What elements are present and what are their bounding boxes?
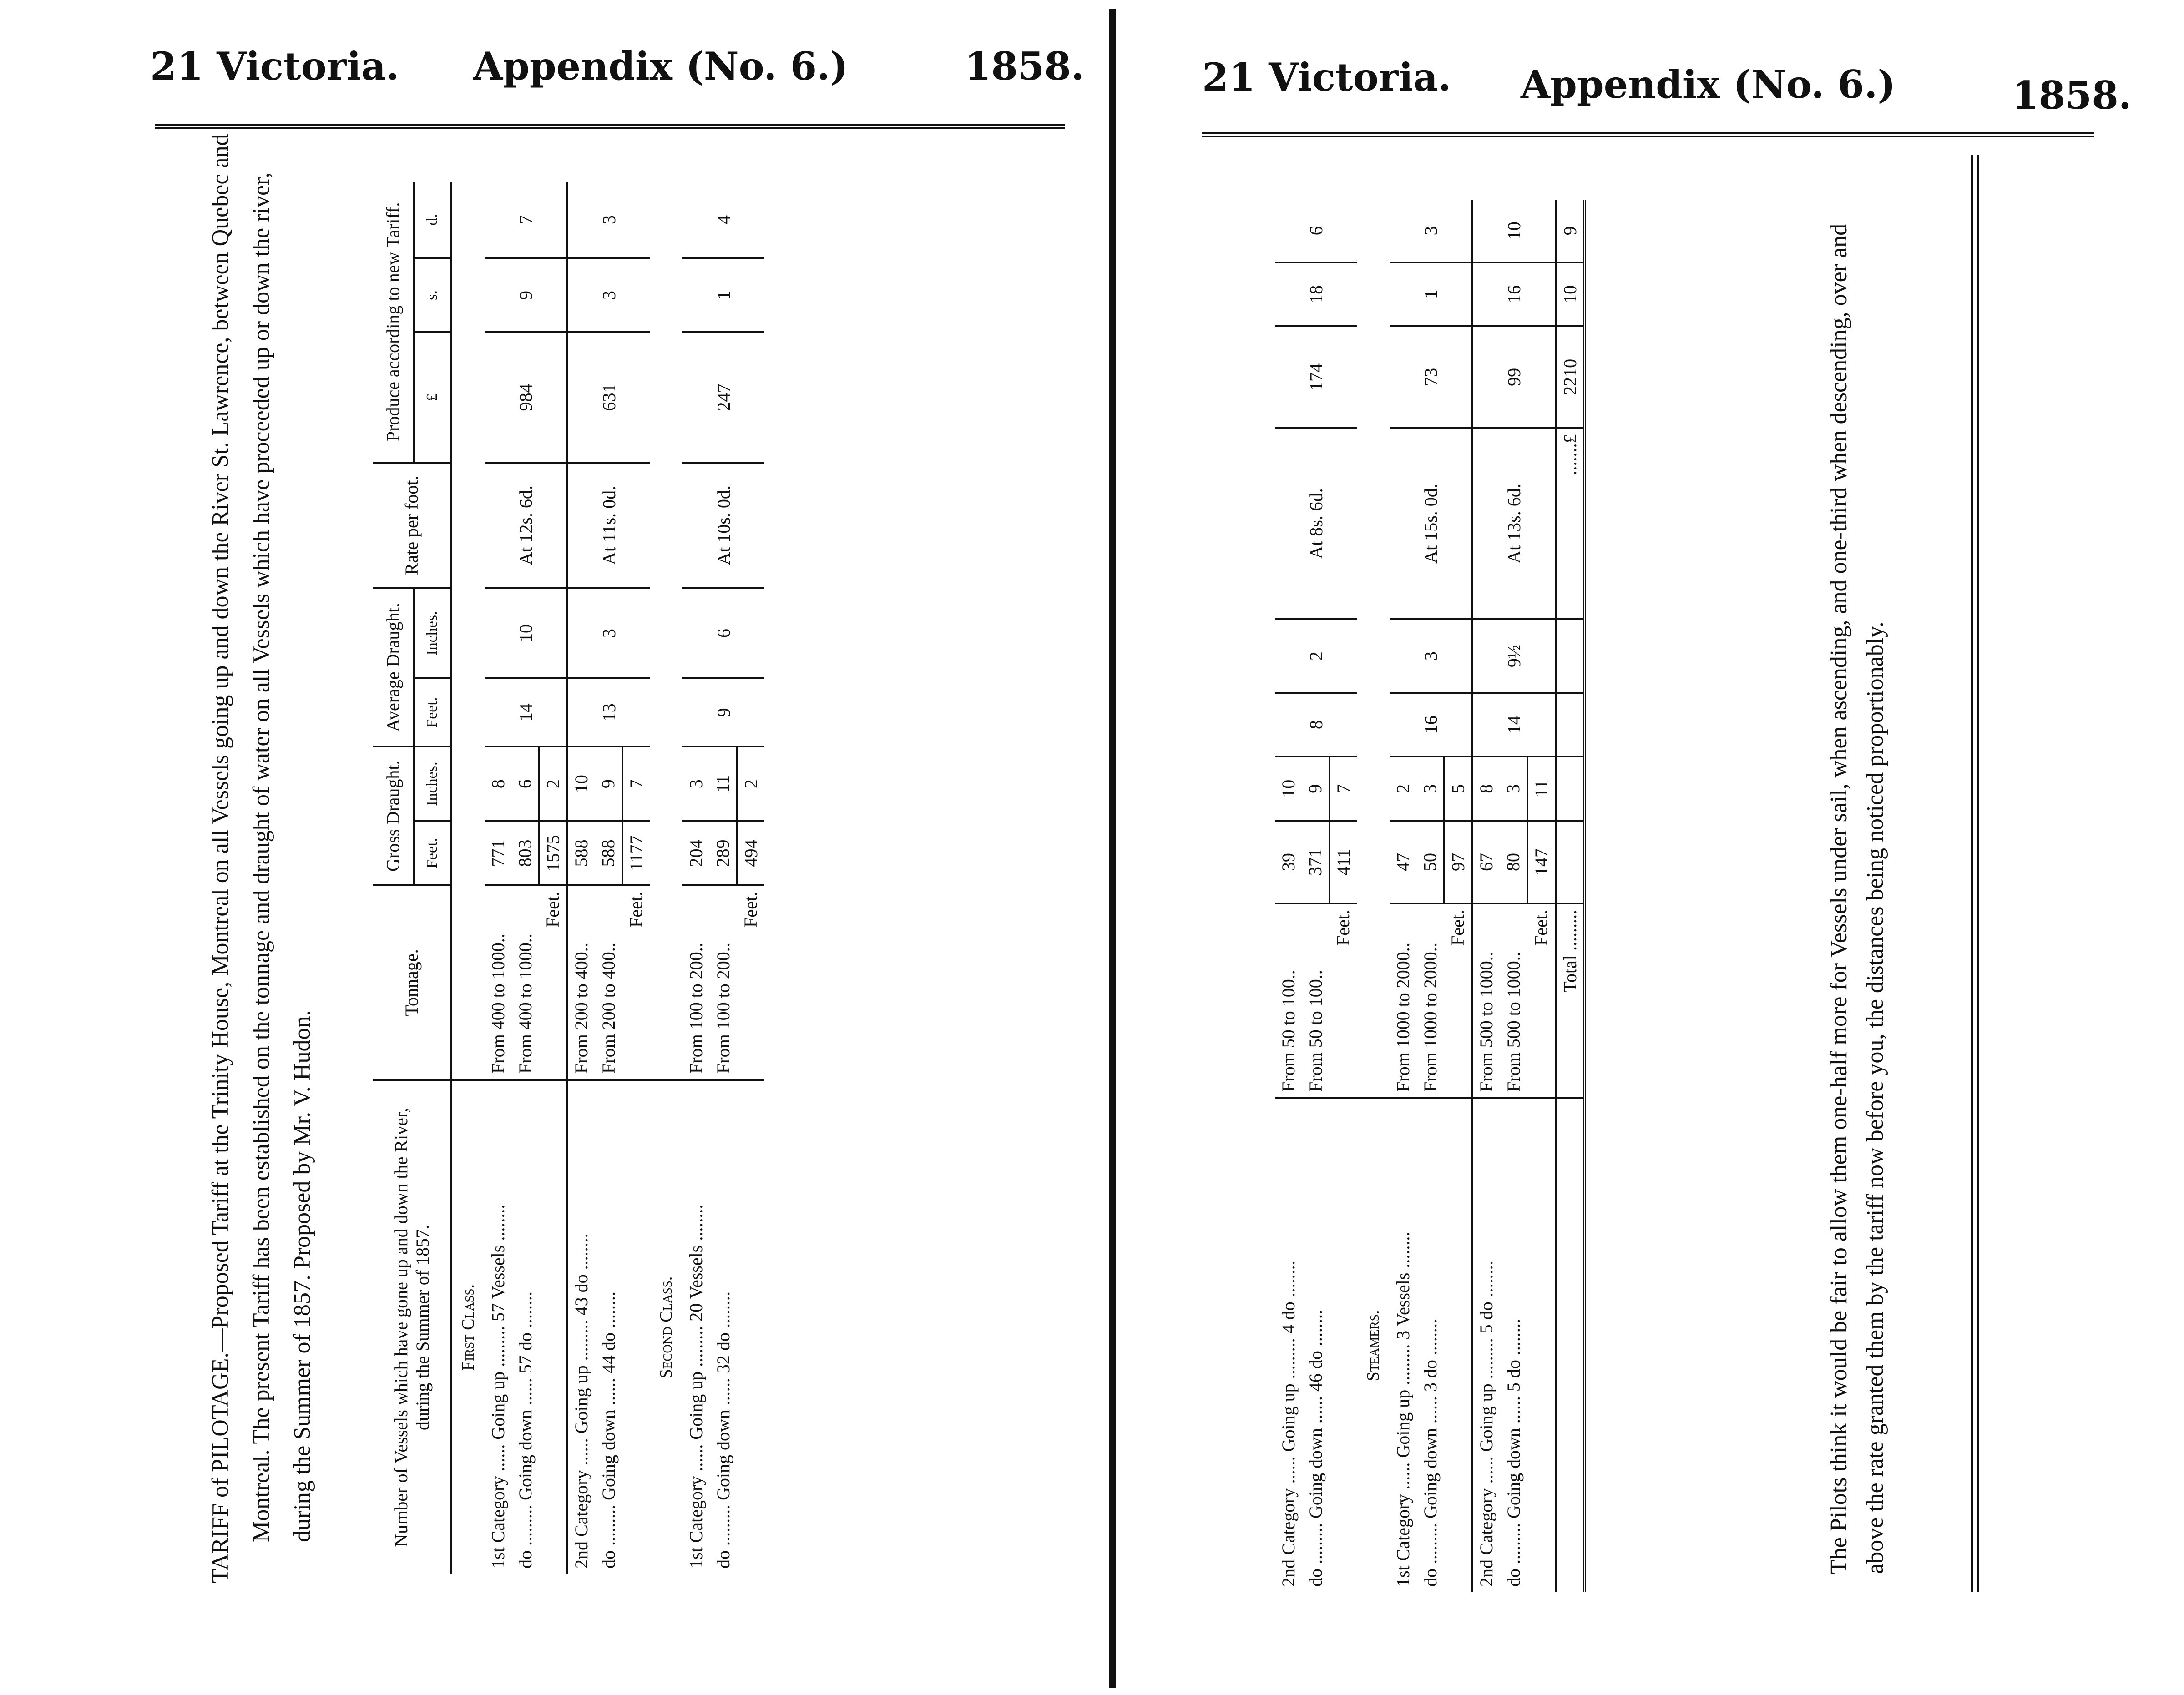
- table-row: 1st Category ...... Going up ......... 3 Vessels ........ From 1000 to 2000.. 47 2 16 3 At 15s. 0d. 73 1 3: [1390, 200, 1416, 1592]
- margin-rule: [1977, 155, 1979, 1592]
- right-page: [1120, 0, 2184, 1695]
- total-pounds: 2210: [1556, 326, 1585, 428]
- col-tonnage: Tonnage.: [373, 885, 451, 1080]
- header-year: 1858.: [2012, 73, 2132, 118]
- total-shillings: 10: [1556, 262, 1585, 327]
- pilotage-table-left: [373, 182, 764, 1574]
- pilotage-table-right: [1275, 200, 1586, 1592]
- margin-rule: [1971, 155, 1973, 1592]
- col-avg-inches: Inches.: [414, 588, 451, 678]
- header-rule: [1202, 132, 2094, 137]
- table-row: do ......... Going down ...... 3 do ........ From 1000 to 2000.. 50 3: [1416, 200, 1444, 1592]
- table-row: do ......... Going down ...... 32 do ........ From 100 to 200.. 289 11: [709, 182, 737, 1574]
- header-appendix: Appendix (No. 6.): [473, 44, 849, 89]
- tariff-title: TARIFF of PILOTAGE.—Proposed Tariff at the Trinity House, Montreal on all Vessels going up and down the River St. Lawrence, between Quebec and Montreal. The present Tariff has been established on the tonnage and draught of water on all Vessels which have proceeded up or down the river, during the Summer of 1857. Proposed by Mr. V. Hudon.: [207, 134, 315, 1583]
- header-rule: [155, 124, 1065, 129]
- total-label: Total: [1560, 955, 1580, 993]
- col-pence: d.: [414, 182, 451, 258]
- subtotal-row: Feet. 411 7: [1330, 200, 1357, 1592]
- col-pounds: £: [414, 332, 451, 463]
- col-gross-feet: Feet.: [414, 821, 451, 885]
- header-appendix: Appendix (No. 6.): [1521, 62, 1896, 107]
- col-shillings: s.: [414, 258, 451, 332]
- col-rate: Rate per foot.: [373, 463, 451, 588]
- right-table-block: [1275, 200, 1586, 1592]
- tariff-title-block: [200, 132, 323, 1583]
- col-gross-inches: Inches.: [414, 747, 451, 821]
- table-row: 1st Category ...... Going up ......... 57 Vessels ........ From 400 to 1000.. 771 8 14 10 At 12s. 6d. 984 9 7: [485, 182, 511, 1574]
- subtotal-row: Feet. 1575 2: [539, 182, 567, 1574]
- header-session: 21 Victoria.: [150, 44, 399, 89]
- subtotal-row: Feet. 97 5: [1444, 200, 1472, 1592]
- table-row: 2nd Category ...... Going up ......... 5 do ........ From 500 to 1000.. 67 8 14 9½ At 13s. 6d. 99 16 10: [1472, 200, 1500, 1592]
- table-row: do ......... Going down ...... 57 do ........ From 400 to 1000.. 803 6: [511, 182, 539, 1574]
- left-table-block: [373, 182, 764, 1574]
- table-row: 2nd Category ...... Going up ......... 4 do ........ From 50 to 100.. 39 10 8 2 At 8s. 6d. 174 18 6: [1275, 200, 1302, 1592]
- table-row: do ......... Going down ...... 5 do ........ From 500 to 1000.. 80 3: [1500, 200, 1527, 1592]
- header-session: 21 Victoria.: [1202, 55, 1451, 100]
- col-gross: Gross Draught.: [373, 747, 414, 885]
- col-average: Average Draught.: [373, 588, 414, 747]
- table-row: do ......... Going down ...... 44 do ........ From 200 to 400.. 588 9: [595, 182, 622, 1574]
- class-heading-second: Second Class.: [657, 1276, 676, 1379]
- book-spine: [1109, 9, 1116, 1688]
- header-year: 1858.: [965, 44, 1085, 89]
- class-heading-first: First Class.: [459, 1284, 478, 1371]
- class-heading-steamers: Steamers.: [1364, 1310, 1383, 1382]
- col-vessels: Number of Vessels which have gone up and down the River, during the Summer of 1857.: [373, 1080, 451, 1574]
- col-avg-feet: Feet.: [414, 678, 451, 747]
- subtotal-row: Feet. 494 2: [737, 182, 765, 1574]
- total-pence: 9: [1556, 200, 1585, 262]
- table-row: 1st Category ...... Going up ......... 20 Vessels ........ From 100 to 200.. 204 3 9 6 At 10s. 0d. 247 1 4: [682, 182, 709, 1574]
- table-row: 2nd Category ...... Going up ......... 43 do ........ From 200 to 400.. 588 10 13 3 At 11s. 0d. 631 3 3: [567, 182, 595, 1574]
- pilots-note-block: [1821, 164, 1894, 1574]
- pilots-note: The Pilots think it would be fair to allow them one-half more for Vessels under sail, when ascending, and one-third when descending, over and above the rate granted them by the tariff now before you, the distances being noticed proportionably.: [1826, 223, 1888, 1574]
- subtotal-row: Feet. 1177 7: [622, 182, 650, 1574]
- total-row: Total ......... .......£ 2210 10 9: [1556, 200, 1585, 1592]
- col-produce: Produce according to new Tariff.: [373, 182, 414, 463]
- subtotal-row: Feet. 147 11: [1527, 200, 1556, 1592]
- table-row: do ......... Going down ...... 46 do ........ From 50 to 100.. 371 9: [1302, 200, 1330, 1592]
